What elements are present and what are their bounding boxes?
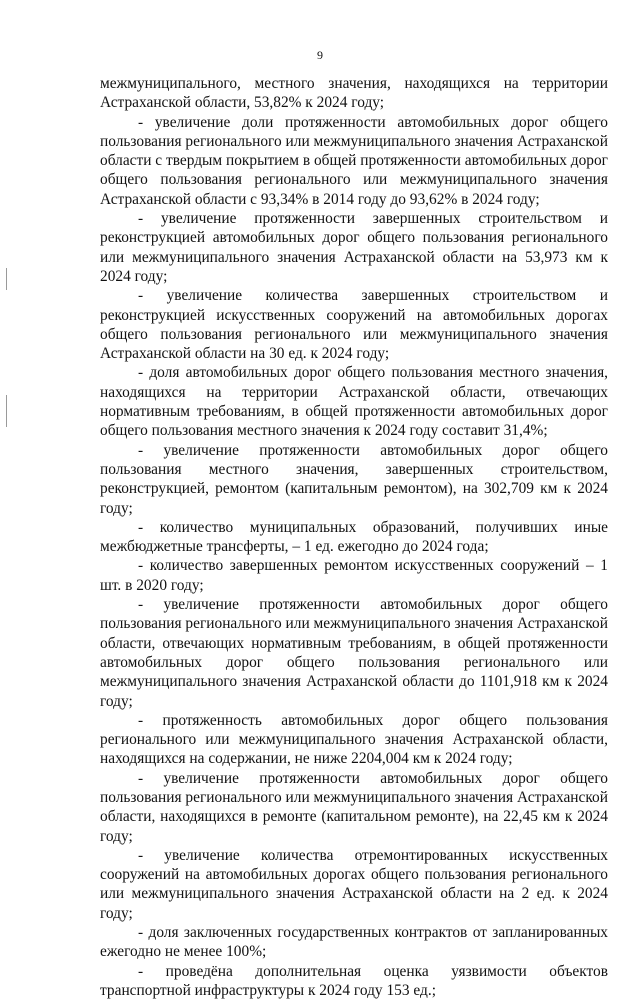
document-body (100, 74, 608, 1000)
list-item-paragraph: - увеличение протяженности автомобильных дорог общего пользования регионального или межмуниципального значения Астраханской области, отвечающих нормативным требованиям, в общей протяженности автомобильных дорог общего пользования регионального или межмуниципального значения Астраханской области до 1101,918 км к 2024 году; (100, 596, 608, 710)
paragraph-continuation: межмуниципального, местного значения, находящихся на территории Астраханской области, 53,82% к 2024 году; (100, 75, 608, 112)
list-item-paragraph: - количество завершенных ремонтом искусственных сооружений – 1 шт. в 2020 году; (100, 557, 608, 594)
list-item-paragraph: - увеличение количества завершенных строительством и реконструкцией искусственных сооружений на автомобильных дорогах общего пользования регионального или межмуниципального значения Астраханской области на 30 ед. к 2024 году; (100, 287, 608, 363)
list-item-paragraph: - доля автомобильных дорог общего пользования местного значения, находящихся на территории Астраханской области, отвечающих нормативным требованиям, в общей протяженности автомобильных дорог общего пользования местного значения к 2024 году составит 31,4%; (100, 364, 608, 440)
scan-margin-mark (6, 268, 7, 290)
list-item-paragraph: - увеличение протяженности автомобильных дорог общего пользования местного значения, завершенных строительством, реконструкцией, ремонтом (капитальным ремонтом), на 302,709 км к 2024 году; (100, 441, 608, 517)
list-item-paragraph: - увеличение протяженности автомобильных дорог общего пользования регионального или межмуниципального значения Астраханской области, находящихся в ремонте (капитальном ремонте), на 22,45 км к 2024 году; (100, 769, 608, 845)
scan-margin-mark (6, 395, 7, 427)
list-item-paragraph: - доля заключенных государственных контрактов от запланированных ежегодно не менее 100%; (100, 924, 608, 961)
page-number: 9 (317, 48, 323, 62)
list-item-paragraph: - проведёна дополнительная оценка уязвимости объектов транспортной инфраструктуры к 2024 году 153 ед.; (100, 962, 608, 999)
list-item-paragraph: - количество муниципальных образований, получивших иные межбюджетные трансферты, – 1 ед. ежегодно до 2024 года; (100, 518, 608, 556)
list-item-paragraph: - увеличение протяженности завершенных строительством и реконструкцией автомобильных дорог общего пользования регионального или межмуниципального значения Астраханской области на 53,973 км к 2024 году; (100, 210, 608, 285)
list-item-paragraph: - протяженность автомобильных дорог общего пользования регионального или межмуниципального значения Астраханской области, находящихся на содержании, не ниже 2204,004 км к 2024 году; (100, 711, 608, 768)
list-item-paragraph: - увеличение количества отремонтированных искусственных сооружений на автомобильных дорогах общего пользования регионального или межмуниципального значения Астраханской области на 2 ед. к 2024 году; (100, 846, 608, 922)
list-item-paragraph: - увеличение доли протяженности автомобильных дорог общего пользования регионального или межмуниципального значения Астраханской области с твердым покрытием в общей протяженности автомобильных дорог общего пользования регионального или межмуниципального значения Астраханской области с 93,34% в 2014 году до 93,62% в 2024 году; (100, 113, 608, 208)
